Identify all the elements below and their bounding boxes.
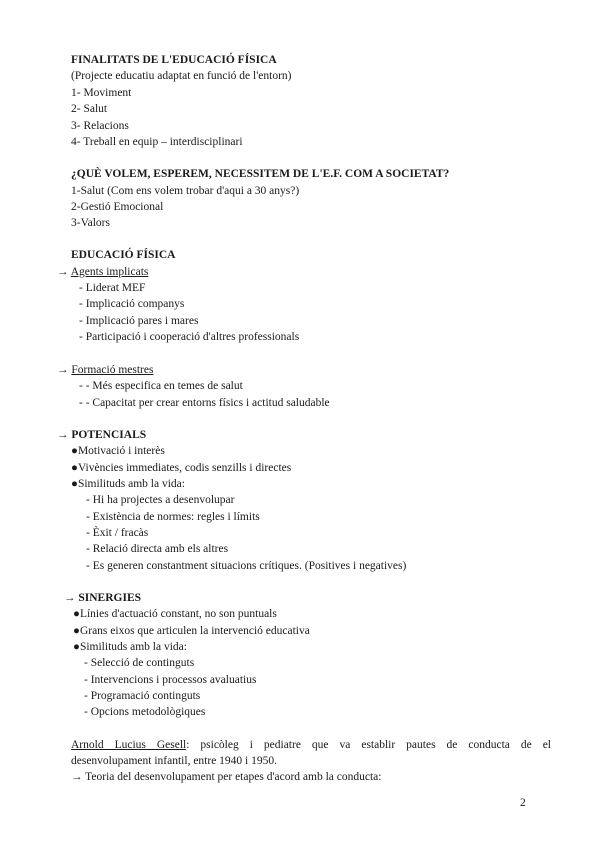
potencials-subitem: - Hi ha projectes a desenvolupar (86, 494, 235, 506)
gesell-line-2: desenvolupament infantil, entre 1940 i 1950. (71, 755, 277, 767)
que-volem-heading: ¿QUÈ VOLEM, ESPEREM, NECESSITEM DE L'E.F. COM A SOCIETAT? (71, 168, 450, 180)
formacio-item: - - Més especifica en temes de salut (79, 380, 243, 392)
finalitats-item: 3- Relacions (71, 120, 129, 132)
page-number: 2 (520, 797, 526, 809)
agents-item: - Implicació pares i mares (79, 315, 199, 327)
agents-implicats-label: Agents implicats (70, 266, 149, 278)
sinergies-subitem: - Intervencions i processos avaluatius (84, 674, 257, 686)
agents-item: - Implicació companys (79, 298, 185, 310)
sinergies-subitem: - Opcions metodològiques (84, 706, 206, 718)
potencials-heading: → POTENCIALS (57, 429, 147, 441)
arrow-icon: → (57, 364, 69, 376)
formacio-mestres-label: Formació mestres (71, 364, 154, 376)
gesell-description: : psicòleg i pediatre que va establir pautes de conducta de el (186, 739, 551, 751)
formacio-item: - - Capacitat per crear entorns físics i actitud saludable (79, 397, 330, 409)
finalitats-heading: FINALITATS DE L'EDUCACIÓ FÍSICA (71, 54, 277, 66)
sinergies-heading: → SINERGIES (64, 592, 142, 604)
potencials-bullet: ●Motivació i interès (71, 445, 165, 457)
sinergies-bullet: ●Similituds amb la vida: (73, 641, 187, 653)
finalitats-subtitle: (Projecte educatiu adaptat en funció de l'entorn) (71, 70, 292, 82)
agents-item: - Liderat MEF (79, 282, 146, 294)
gesell-name: Arnold Lucius Gesell (71, 739, 187, 751)
potencials-subitem: - Relació directa amb els altres (86, 543, 229, 555)
finalitats-item: 1- Moviment (71, 87, 132, 99)
que-volem-item: 1-Salut (Com ens volem trobar d'aqui a 30 anys?) (71, 185, 300, 197)
que-volem-item: 2-Gestió Emocional (71, 201, 164, 213)
potencials-subitem: - Es generen constantment situacions crítiques. (Positives i negatives) (86, 560, 407, 572)
gesell-line-3: → Teoria del desenvolupament per etapes d'acord amb la conducta: (71, 771, 382, 783)
potencials-bullet: ●Similituds amb la vida: (71, 478, 185, 490)
sinergies-subitem: - Programació continguts (84, 690, 201, 702)
sinergies-subitem: - Selecció de continguts (84, 657, 195, 669)
arrow-icon: → (57, 266, 69, 278)
formacio-mestres-line (57, 363, 153, 377)
sinergies-bullet: ●Línies d'actuació constant, no son puntuals (73, 608, 277, 620)
gesell-line-1 (71, 738, 551, 752)
potencials-subitem: - Existència de normes: regles i límits (86, 511, 260, 523)
agents-implicats-line (57, 265, 148, 279)
finalitats-item: 4- Treball en equip – interdisciplinari (71, 136, 243, 148)
educacio-fisica-heading: EDUCACIÓ FÍSICA (71, 249, 176, 261)
sinergies-bullet: ●Grans eixos que articulen la intervenció educativa (73, 625, 310, 637)
agents-item: - Participació i cooperació d'altres professionals (79, 331, 300, 343)
que-volem-item: 3-Valors (71, 217, 110, 229)
finalitats-item: 2- Salut (71, 103, 108, 115)
potencials-subitem: - Èxit / fracàs (86, 527, 149, 539)
potencials-bullet: ●Vivències immediates, codis senzills i directes (71, 462, 292, 474)
